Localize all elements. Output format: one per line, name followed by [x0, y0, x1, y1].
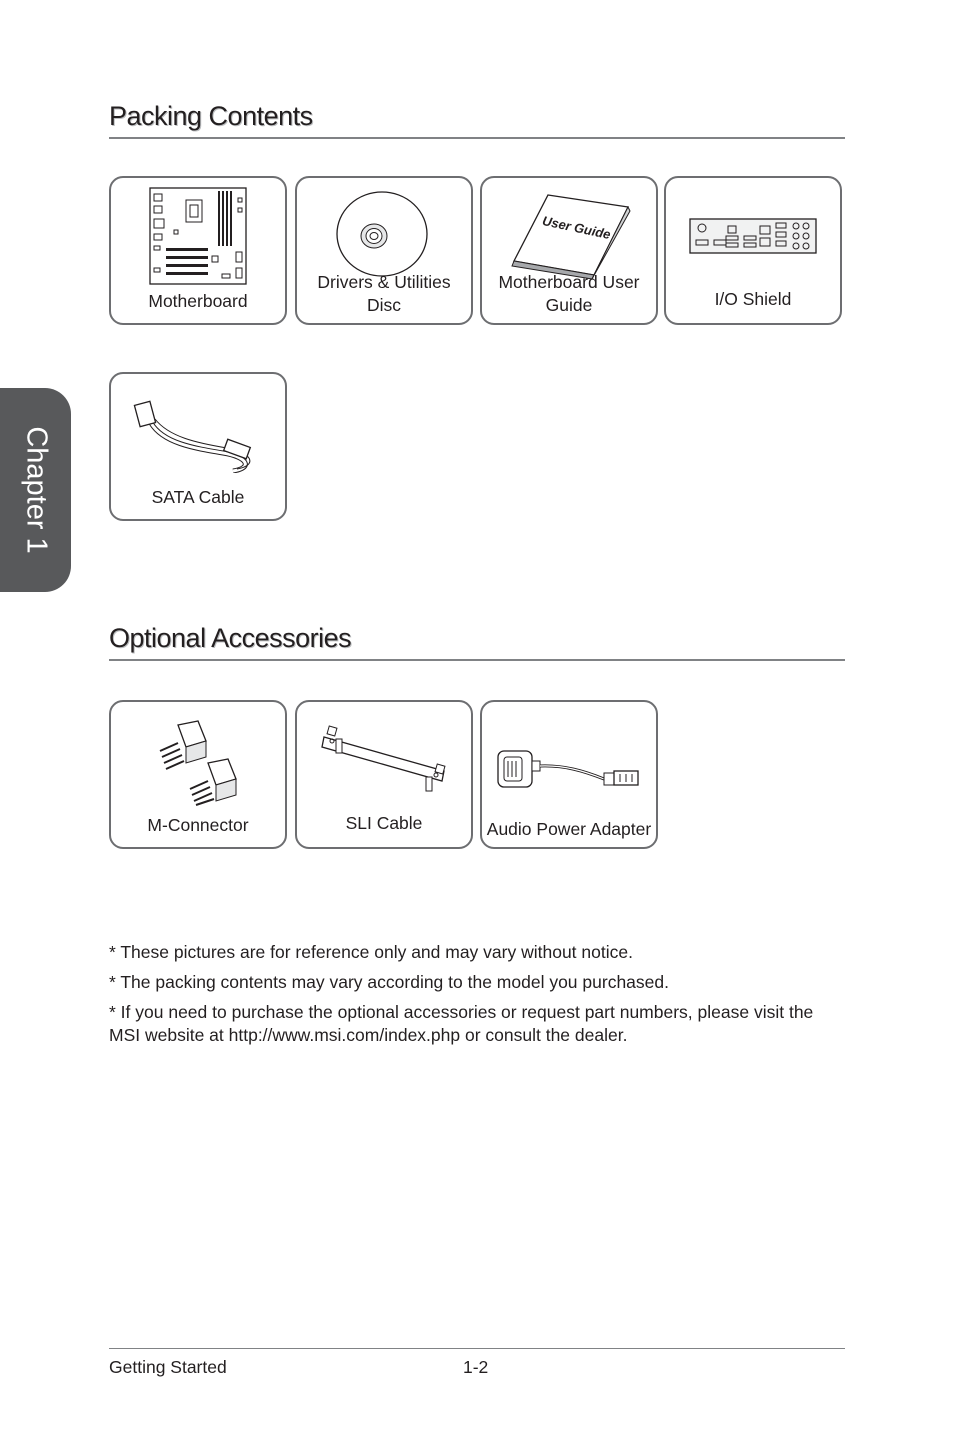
audio-power-adapter-icon	[482, 724, 656, 804]
item-card-sli-cable	[295, 700, 473, 849]
item-card-io-shield	[664, 176, 842, 325]
packing-contents-rule	[109, 137, 845, 139]
footer-section: Getting Started	[109, 1357, 227, 1377]
footer-rule	[109, 1348, 845, 1349]
item-card-audio-power-adapter	[480, 700, 658, 849]
item-label: Motherboard User Guide	[498, 272, 640, 315]
item-card-m-connector	[109, 700, 287, 849]
item-card-user-guide	[480, 176, 658, 325]
note-item: * The packing contents may vary according to the model you purchased.	[109, 972, 669, 992]
optional-accessories-title: Optional Accessories	[109, 623, 352, 653]
motherboard-icon	[111, 186, 285, 286]
packing-contents-title: Packing Contents	[109, 101, 313, 131]
user-guide-icon	[482, 184, 656, 284]
io-shield-icon	[666, 186, 840, 286]
item-card-drivers-disc	[295, 176, 473, 325]
chapter-tab	[0, 388, 71, 592]
disc-icon	[297, 182, 471, 282]
sata-cable-icon	[111, 388, 285, 478]
item-card-motherboard	[109, 176, 287, 325]
item-label: Audio Power Adapter	[486, 819, 652, 839]
item-label: I/O Shield	[714, 289, 792, 309]
note-item: * These pictures are for reference only and may vary without notice.	[109, 942, 633, 962]
chapter-tab-label: Chapter 1	[20, 426, 53, 554]
item-card-sata-cable	[109, 372, 287, 521]
page-number: 1-2	[463, 1357, 489, 1377]
item-label: SLI Cable	[345, 813, 423, 833]
note-item: * If you need to purchase the optional accessories or request part numbers, please visit the MSI website at http://www.msi.com/index.php or consult the dealer.	[109, 1002, 814, 1045]
user-guide-art-text: User Guide	[540, 213, 612, 243]
optional-accessories-rule	[109, 659, 845, 661]
sli-cable-icon	[297, 714, 471, 804]
item-label: Drivers & Utilities Disc	[317, 272, 451, 315]
item-label: SATA Cable	[151, 487, 245, 507]
notes	[109, 941, 849, 1054]
item-label: M-Connector	[147, 815, 249, 835]
m-connector-icon	[111, 712, 285, 812]
item-label: Motherboard	[148, 291, 248, 311]
